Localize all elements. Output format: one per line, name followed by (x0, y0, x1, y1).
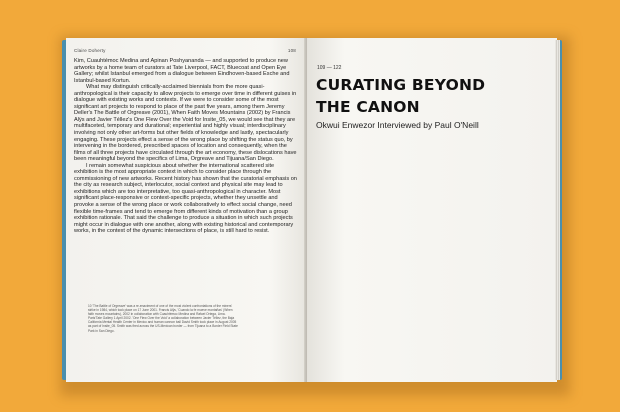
page-edges (555, 40, 560, 380)
chapter-subtitle: Okwui Enwezor Interviewed by Paul O'Neill (316, 120, 479, 130)
paragraph-2: What may distinguish critically-acclaimed biennials from the more quasi-anthropological is their capacity to allow projects to emerge over time in different guises in dialogue with existing works and contexts. If we were to consider some of the most significant art projects to respond to place of the past five years, among them Jeremy Deller's The Battle of Orgreave (2001), When Faith Moves Mountains (2002) by Francis Alÿs and Javier Téllez's One Flew Over the Void for Insite_05, we would see that they are multifaceted, temporary and durational; experiential and highly visual; interdisciplinary involving not only other art-forms but other fields of knowledge and lastly, spectacularly engaging. These projects effect a sense of the wrong place by shifting the status quo, by intervening in the bordered, prescribed spaces of location and consequently, when the films of all three projects have circulated through the art economy, these dislocations have been meaningful beyond the specifics of Lima, Orgreave and Tijuana/San Diego. (74, 84, 297, 163)
running-head-author: Claire Doherty (74, 48, 106, 53)
chapter-title (316, 74, 546, 118)
left-page (66, 38, 306, 382)
paragraph-3: I remain somewhat suspicious about whether the international scattered site exhibition is the most appropriate context in which to consider place through the commissioning of new artworks. Recent history has shown that the curatorial emphasis on the city as research subject, interlocutor, social context and physical site may lead to exhibitions which are too interpretative, too quasi-anthropological in character. Most significant place-responsive or context-specific projects, whether they unsettle and provoke a sense of the wrong place or work collaboratively to effect social change, need flexible time-frames and tend to emerge from different kinds of motivation than a group exhibition rationale. That said the challenge to produce a situation in which such projects might occur in dialogue with one another, along with existing historical and contemporary works, in the context of the dynamic intersections of place, is still hard to resist. (74, 162, 297, 235)
chapter-title-line-2: THE CANON (316, 98, 420, 116)
body-text (74, 58, 298, 235)
chapter-title-line-1: CURATING BEYOND (316, 76, 486, 94)
right-page (307, 38, 557, 382)
page-range: 109 — 122 (317, 65, 342, 71)
paragraph-1: Kim, Cuauhtémoc Medina and Apinan Poshyananda — and supported to produce new artworks by a home team of curators at Tate Liverpool, FACT, Bluecoat and Open Eye Gallery; whilst Istanbul emerged from a dialogue between Eindhoven-based Esche and Istanbul-based Kortun. (74, 58, 290, 84)
page-number: 108 (287, 48, 296, 53)
footnote: 10 'The Battle of Orgreave' was a re-enactment of one of the most violent confrontations of the miners' strike in 1984, which took place on 17 June 2001. Francis Alÿs, 'Cuando la fe mueve montañas' (When faith moves mountains), 2002 in collaboration with Cuauhtémoc Medina and Rafael Ortega, Lima. Paris'Tate Gallery 1 April 2002. 'One Flew Over the Void' a collaboration between Javier Téllez, the Baja California Mental Health Center in Mexico and human cannon ball David Smith took place in August 2005 as part of Insite_05. Smith was fired across the US-Mexican border — from Tijuana to a Border Field State Park in San Diego. (88, 304, 238, 333)
